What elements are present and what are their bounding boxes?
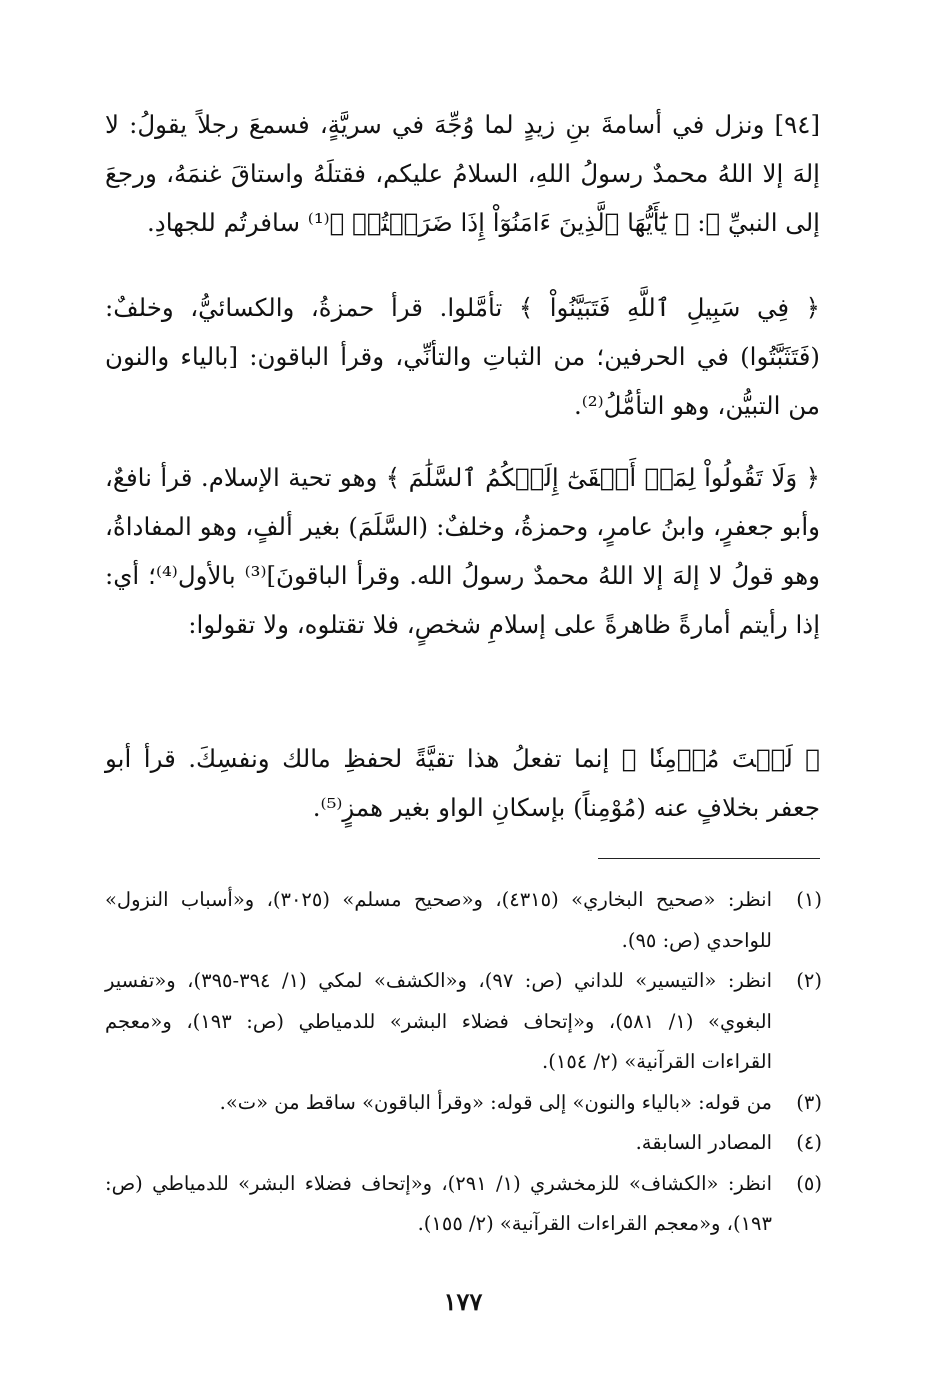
paragraph-verse-94: [٩٤] ونزل في أسامةَ بنِ زيدٍ لما وُجِّهَ في سريَّةٍ، فسمعَ رجلاً يقولُ: لا إلهَ إلا اللهُ محمدٌ رسولُ اللهِ، السلامُ عليكم، فقتلَهُ واستاقَ غنمَهُ، ورجعَ إلى النبيِّ ﷺ: ﴿ يَٰٓأَيُّهَا ٱلَّذِينَ ءَامَنُوٓاْ إِذَا ضَرَبۡتُمۡ ﴾⁽¹⁾ سافرتُم للجهادِ. xyxy=(105,110,820,237)
footnote-1 xyxy=(105,880,822,961)
footnote-number: (١) xyxy=(796,888,822,911)
footnote-4 xyxy=(105,1123,822,1164)
footnote-number: (٣) xyxy=(796,1090,822,1114)
paragraph-as-salam: ﴿ وَلَا تَقُولُواْ لِمَنۡ أَلۡقَىٰٓ إِلَيۡكُمُ ٱلسَّلَٰمَ ﴾ وهو تحية الإسلام. قرأ نافعٌ، وأبو جعفرٍ، وابنُ عامرٍ، وحمزةُ، وخلفٌ: (السَّلَمَ) بغير ألفٍ، وهو المفاداةُ، وهو قولُ لا إلهَ إلا اللهُ محمدٌ رسولُ الله. وقرأ الباقونَ]⁽³⁾ بالأول⁽⁴⁾؛ أي: إذا رأيتم أمارةً ظاهرةً على إسلامِ شخصٍ، فلا تقتلوه، ولا تقولوا: xyxy=(105,463,820,639)
footnote-text: المصادر السابقة. xyxy=(635,1131,772,1154)
footnotes xyxy=(105,880,822,1245)
footnote-number: (٤) xyxy=(796,1131,822,1154)
footnote-number: (٢) xyxy=(796,969,822,992)
page-number: ١٧٧ xyxy=(443,1287,483,1316)
paragraph-lasta-muminan: ﴿ لَسۡتَ مُؤۡمِنٗا ﴾ إنما تفعلُ هذا تقيَّةً لحفظِ مالك ونفسِكَ. قرأ أبو جعفر بخلافٍ عنه (مُوْمِناً) بإسكانِ الواو بغير همزٍ⁽⁵⁾. xyxy=(105,744,820,822)
footnote-text: انظر: «الكشاف» للزمخشري (١/ ٢٩١)، و«إتحاف فضلاء البشر» للدمياطي (ص: ١٩٣)، و«معجم القراءات القرآنية» (٢/ ١٥٥). xyxy=(105,1171,772,1235)
paragraph-fatabayyanu: ﴿ فِي سَبِيلِ ٱللَّهِ فَتَبَيَّنُواْ ﴾ تأمَّلوا. قرأ حمزةُ، والكسائيُّ، وخلفٌ: (فَتَثَبَّتُوا) في الحرفين؛ من الثباتِ والتأنِّي، وقرأ الباقون: [بالياء والنون من التبيُّن، وهو التأمُّلُ⁽²⁾. xyxy=(105,293,820,420)
footnote-text: انظر: «صحيح البخاري» (٤٣١٥)، و«صحيح مسلم» (٣٠٢٥)، و«أسباب النزول» للواحدي (ص: ٩٥). xyxy=(105,888,773,952)
footnote-number: (٥) xyxy=(796,1171,822,1195)
footnote-text: من قوله: «بالياء والنون» إلى قوله: «وقرأ الباقون» ساقط من «ت». xyxy=(219,1090,772,1114)
footnote-separator xyxy=(598,858,820,859)
footnote-text: انظر: «التيسير» للداني (ص: ٩٧)، و«الكشف» لمكي (١/ ٣٩٤-٣٩٥)، و«تفسير البغوي» (١/ ٥٨١)، و«إتحاف فضلاء البشر» للدمياطي (ص: ١٩٣)، و«معجم القراءات القرآنية» (٢/ ١٥٤). xyxy=(105,969,772,1073)
footnote-3 xyxy=(105,1083,822,1124)
footnote-5 xyxy=(105,1164,822,1245)
footnote-2 xyxy=(105,961,822,1083)
